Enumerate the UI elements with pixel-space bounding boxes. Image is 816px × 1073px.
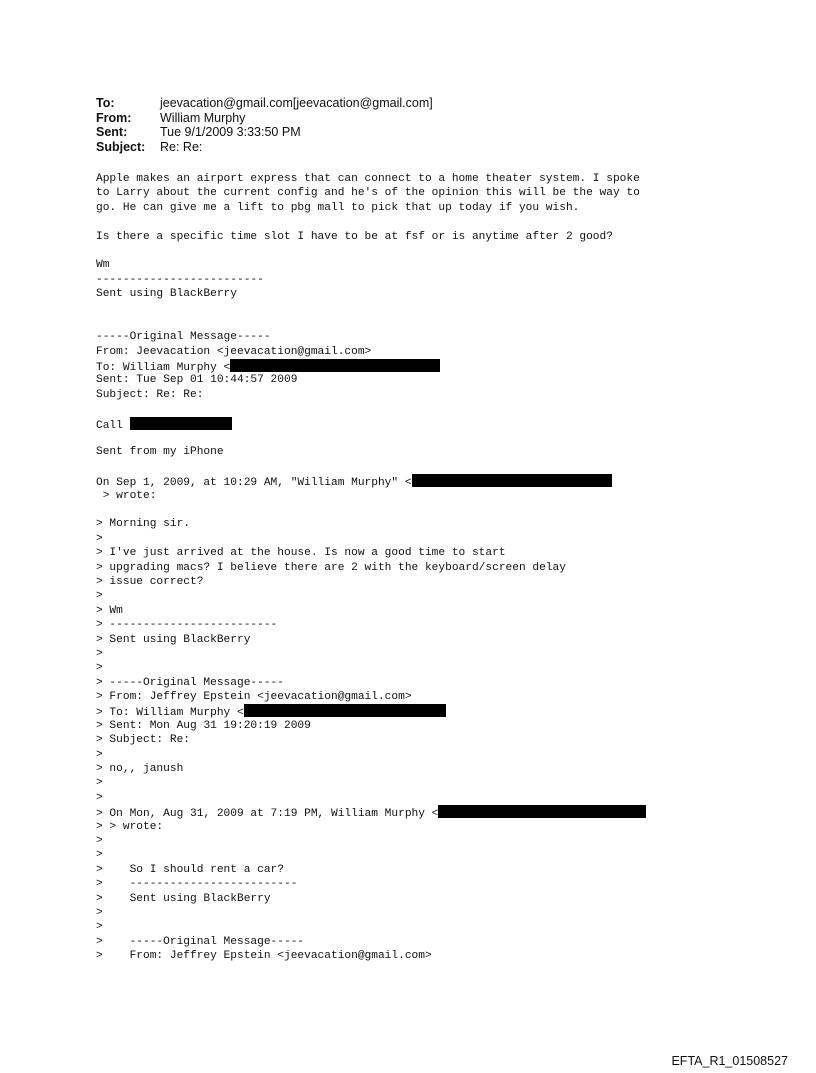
body-line — [96, 776, 796, 790]
body-line — [96, 647, 796, 661]
body-line — [96, 186, 796, 200]
body-line — [96, 431, 796, 445]
body-line-text: > — [96, 834, 103, 847]
redaction-bar — [244, 704, 446, 717]
body-line — [96, 877, 796, 891]
body-line — [96, 805, 796, 819]
body-line-text: > From: Jeffrey Epstein <jeevacation@gmail.com> — [96, 691, 412, 704]
body-line — [96, 417, 796, 431]
email-header — [96, 96, 433, 154]
body-line-text: Sent using BlackBerry — [96, 288, 237, 301]
sent-value: Tue 9/1/2009 3:33:50 PM — [160, 125, 301, 139]
body-line — [96, 748, 796, 762]
body-line-text: > — [96, 647, 103, 660]
redaction-bar — [130, 417, 232, 430]
body-line — [96, 517, 796, 531]
body-line — [96, 575, 796, 589]
body-line-text: > Sent using BlackBerry — [96, 633, 251, 646]
body-line-text: Is there a specific time slot I have to be at fsf or is anytime after 2 good? — [96, 230, 613, 243]
from-value: William Murphy — [160, 110, 246, 125]
email-body — [96, 172, 796, 963]
body-line-text: > — [96, 590, 103, 603]
body-line — [96, 546, 796, 560]
body-line-text: > To: William Murphy < — [96, 707, 244, 720]
body-line — [96, 273, 796, 287]
document-id: EFTA_R1_01508527 — [671, 1054, 788, 1068]
body-line — [96, 762, 796, 776]
body-line — [96, 532, 796, 546]
body-line — [96, 503, 796, 517]
body-line-text: > ------------------------- — [96, 619, 278, 632]
body-line-text: > — [96, 849, 103, 862]
body-line-text: > On Mon, Aug 31, 2009 at 7:19 PM, William Murphy < — [96, 808, 439, 821]
sent-row — [96, 125, 433, 140]
body-line — [96, 388, 796, 402]
body-line-text: > — [96, 748, 103, 761]
body-line-text: > — [96, 791, 103, 804]
body-line — [96, 316, 796, 330]
body-line — [96, 445, 796, 459]
body-line — [96, 820, 796, 834]
from-label: From: — [96, 110, 132, 125]
body-line-text: > upgrading macs? I believe there are 2 with the keyboard/screen delay — [96, 561, 566, 574]
body-line-text: From: Jeevacation <jeevacation@gmail.com> — [96, 345, 372, 358]
body-line — [96, 172, 796, 186]
body-line — [96, 690, 796, 704]
body-line — [96, 359, 796, 373]
body-line-text: > — [96, 921, 103, 934]
body-line — [96, 402, 796, 416]
body-line-text: > Morning sir. — [96, 518, 190, 531]
body-line-text: > From: Jeffrey Epstein <jeevacation@gmail.com> — [96, 950, 432, 963]
body-line — [96, 604, 796, 618]
body-line — [96, 906, 796, 920]
body-line — [96, 230, 796, 244]
body-line — [96, 489, 796, 503]
body-line — [96, 661, 796, 675]
body-line-text: ------------------------- — [96, 273, 264, 286]
body-line — [96, 373, 796, 387]
subject-value: Re: Re: — [160, 139, 203, 154]
body-line — [96, 244, 796, 258]
body-line-text: > — [96, 532, 103, 545]
body-line — [96, 704, 796, 718]
body-line-text: > — [96, 777, 103, 790]
body-line-text: To: William Murphy < — [96, 362, 231, 375]
body-line-text: > issue correct? — [96, 575, 204, 588]
body-line-text: > -----Original Message----- — [96, 935, 305, 948]
body-line-text: Call — [96, 419, 130, 432]
sent-label: Sent: — [96, 125, 128, 139]
to-value: jeevacation@gmail.com[jeevacation@gmail.com] — [160, 96, 433, 110]
body-line-text: go. He can give me a lift to pbg mall to pick that up today if you wish. — [96, 201, 580, 214]
redaction-bar — [230, 359, 440, 372]
body-line — [96, 330, 796, 344]
body-line — [96, 676, 796, 690]
from-row — [96, 111, 433, 126]
body-line — [96, 561, 796, 575]
redaction-bar — [438, 805, 646, 818]
body-line — [96, 935, 796, 949]
body-line — [96, 201, 796, 215]
body-line-text: > I've just arrived at the house. Is now a good time to start — [96, 547, 506, 560]
body-line-text: > ------------------------- — [96, 878, 298, 891]
body-line-text: > Sent: Mon Aug 31 19:20:19 2009 — [96, 719, 311, 732]
body-line-text: -----Original Message----- — [96, 331, 271, 344]
body-line — [96, 287, 796, 301]
body-line — [96, 719, 796, 733]
body-line — [96, 633, 796, 647]
body-line-text: Wm — [96, 259, 110, 272]
body-line — [96, 920, 796, 934]
body-line — [96, 949, 796, 963]
body-line — [96, 302, 796, 316]
body-line-text: Sent: Tue Sep 01 10:44:57 2009 — [96, 374, 298, 387]
body-line — [96, 460, 796, 474]
body-line — [96, 474, 796, 488]
body-line — [96, 589, 796, 603]
body-line-text: > — [96, 906, 103, 919]
body-line-text: > wrote: — [96, 489, 157, 502]
to-label: To: — [96, 96, 115, 110]
body-line — [96, 892, 796, 906]
body-line-text: to Larry about the current config and he's of the opinion this will be the way to — [96, 187, 640, 200]
body-line — [96, 215, 796, 229]
body-line — [96, 791, 796, 805]
body-line — [96, 345, 796, 359]
body-line — [96, 618, 796, 632]
body-line-text: > Sent using BlackBerry — [96, 892, 271, 905]
body-line-text: > Wm — [96, 604, 123, 617]
body-line-text: Sent from my iPhone — [96, 446, 224, 459]
body-line-text: > -----Original Message----- — [96, 676, 284, 689]
body-line-text: > > wrote: — [96, 820, 164, 833]
subject-label: Subject: — [96, 139, 146, 154]
body-line-text: > — [96, 662, 103, 675]
body-line-text: Subject: Re: Re: — [96, 388, 204, 401]
body-line — [96, 834, 796, 848]
body-line — [96, 848, 796, 862]
body-line — [96, 258, 796, 272]
body-line — [96, 863, 796, 877]
body-line-text: Apple makes an airport express that can connect to a home theater system. I spoke — [96, 173, 640, 185]
body-line-text: > no,, janush — [96, 763, 184, 776]
body-line-text: > So I should rent a car? — [96, 863, 284, 876]
body-line — [96, 733, 796, 747]
body-line-text: On Sep 1, 2009, at 10:29 AM, "William Murphy" < — [96, 477, 412, 490]
to-row — [96, 96, 433, 111]
redaction-bar — [412, 474, 612, 487]
body-line-text: > Subject: Re: — [96, 734, 190, 747]
subject-row — [96, 140, 433, 155]
